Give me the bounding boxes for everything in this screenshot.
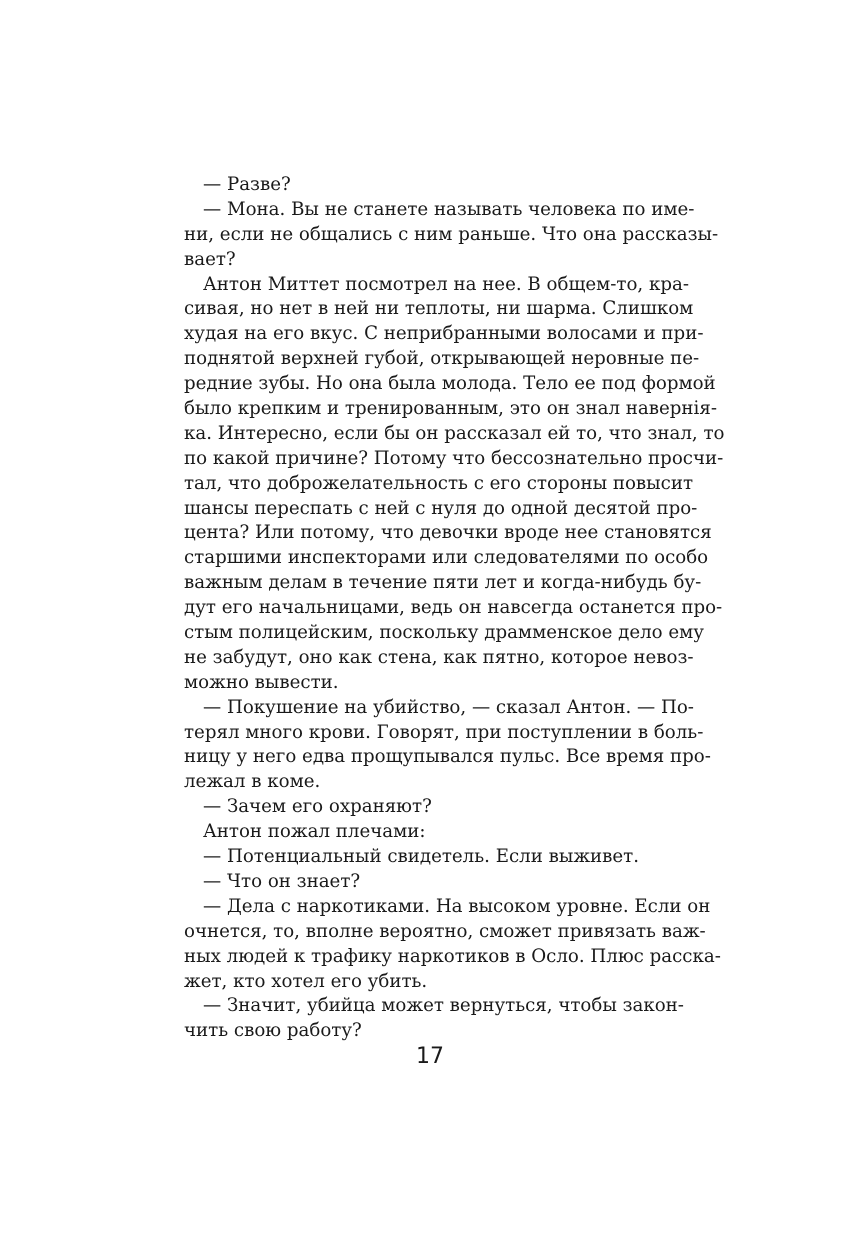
paragraph xyxy=(184,198,719,273)
text-line: жет, кто хотел его убить. xyxy=(184,970,428,992)
paragraph xyxy=(184,870,678,895)
text-line: было крепким и тренированным, это он знал навернія- xyxy=(184,398,717,420)
text-line: сивая, но нет в ней ни теплоты, ни шарма. Слишком xyxy=(184,298,694,320)
text-line: дут его начальницами, ведь он навсегда останется про- xyxy=(184,597,723,619)
text-line: ницу у него едва прощупывался пульс. Все время про- xyxy=(184,746,711,768)
text-line: не забудут, оно как стена, как пятно, которое невоз- xyxy=(184,646,694,668)
text-line: по какой причине? Потому что бессознательно просчи- xyxy=(184,447,724,469)
text-line: Антон Миттет посмотрел на нее. В общем-то, кра- xyxy=(203,273,689,295)
text-line: редние зубы. Но она была молода. Тело ее под формой xyxy=(184,373,716,395)
text-line: ни, если не общались с ним раньше. Что она рассказы- xyxy=(184,223,719,245)
text-line: — Разве? xyxy=(203,174,291,195)
text-line: чить свою работу? xyxy=(184,1020,362,1042)
text-line: поднятой верхней губой, открывающей неровные пе- xyxy=(184,348,700,370)
text-line: стым полицейским, поскольку драмменское дело ему xyxy=(184,622,705,644)
text-line: старшими инспекторами или следователями по особо xyxy=(184,547,709,569)
text-line: ка. Интересно, если бы он рассказал ей то, что знал, то xyxy=(184,422,725,444)
text-line: шансы переспать с ней с нуля до одной десятой про- xyxy=(184,497,698,519)
text-line: — Что он знает? xyxy=(203,870,361,892)
text-line: тал, что доброжелательность с его стороны повысит xyxy=(184,472,694,494)
text-line: — Дела с наркотиками. На высоком уровне. Если он xyxy=(203,895,711,917)
page-number: 17 xyxy=(416,1044,444,1069)
text-line: — Значит, убийца может вернуться, чтобы закон- xyxy=(203,995,684,1017)
text-line: лежал в коме. xyxy=(184,771,321,793)
paragraph xyxy=(184,273,725,696)
body-text xyxy=(184,173,725,1044)
text-line: ных людей к трафику наркотиков в Осло. Плюс расска- xyxy=(184,945,721,967)
text-line: очнется, то, вполне вероятно, сможет привязать важ- xyxy=(184,920,706,942)
text-line: худая на его вкус. С неприбранными волосами и при- xyxy=(184,323,704,345)
paragraph xyxy=(184,820,678,845)
text-line: — Зачем его охраняют? xyxy=(203,796,432,818)
text-line: Антон пожал плечами: xyxy=(203,821,426,843)
paragraph xyxy=(184,895,721,995)
paragraph xyxy=(184,845,678,870)
text-line: — Потенциальный свидетель. Если выживет. xyxy=(203,846,640,868)
paragraph xyxy=(184,795,678,820)
paragraph xyxy=(184,994,684,1044)
text-line: цента? Или потому, что девочки вроде нее становятся xyxy=(184,522,712,544)
paragraph xyxy=(184,696,711,796)
text-line: важным делам в течение пяти лет и когда-нибудь бу- xyxy=(184,572,702,594)
paragraph xyxy=(184,173,678,198)
text-line: — Покушение на убийство, — сказал Антон. — По- xyxy=(203,696,694,718)
text-line: терял много крови. Говорят, при поступлении в боль- xyxy=(184,721,704,743)
text-line: — Мона. Вы не станете называть человека по име- xyxy=(203,198,695,220)
text-line: вает? xyxy=(184,248,236,270)
text-line: можно вывести. xyxy=(184,671,339,693)
